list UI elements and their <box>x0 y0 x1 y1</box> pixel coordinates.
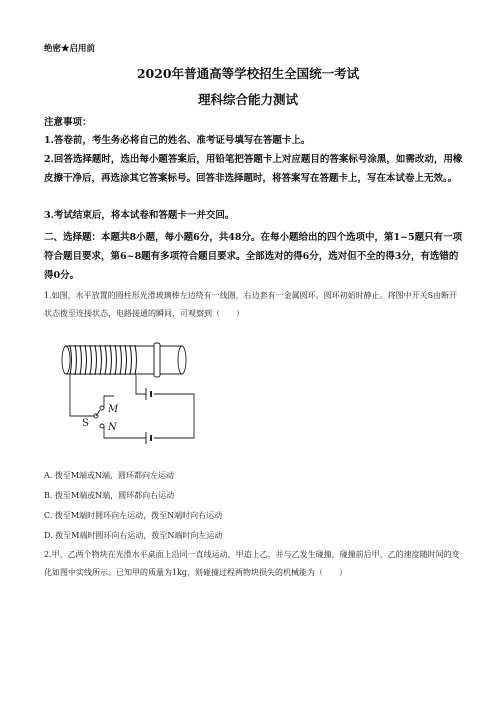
question-1-text: 1.如图，水平放置的圆柱形光滑玻璃棒左边绕有一线圈，右边套有一金属圆环。圆环初始时静止。将图中开关S由断开状态拨至连接状态，电路接通的瞬间，可观察到（ ） <box>44 291 458 318</box>
notes-heading: 注意事项： <box>44 117 92 128</box>
coil-circuit-diagram <box>58 336 198 446</box>
exam-title: 2020年普通高等学校招生全国统一考试 <box>136 66 360 81</box>
coil <box>70 345 137 375</box>
note-item-1: 1.答卷前，考生务必将自己的姓名、准考证号填写在答题卡上。 <box>44 135 311 146</box>
note-item-3: 3.考试结束后，将本试卷和答题卡一并交回。 <box>44 210 235 221</box>
q1-option-c: C. 拨至M端时圆环向左运动，拨至N端时向右运动 <box>44 511 223 520</box>
section-instructions: 二、选择题：本题共8小题，每小题6分，共48分。在每小题给出的四个选项中，第1~5题只有一项符合题目要求，第6~8题有多项符合题目要求。全部选对的得6分，选对但不全的得3分，有选错的得0分。 <box>44 232 463 281</box>
switch-icon <box>94 406 104 428</box>
terminal-label-m: M <box>108 404 119 415</box>
exam-subtitle: 理科综合能力测试 <box>197 92 298 107</box>
confidential-label: 绝密★启用前 <box>44 44 96 54</box>
note-item-2: 2.回答选择题时，选出每小题答案后，用铅笔把答题卡上对应题目的答案标号涂黑，如需改动，用橡皮擦干净后，再选涂其它答案标号。回答非选择题时，将答案写在答题卡上，写在本试卷上无效。。 <box>44 154 463 184</box>
switch-label-s: S <box>82 418 89 429</box>
question-2-text: 2.甲、乙两个物块在光滑水平桌面上沿同一直线运动，甲追上乙，并与乙发生碰撞，碰撞前后甲、乙的速度随时间的变化如图中实线所示。已知甲的质量为1kg，则碰撞过程两物块损失的机械能为（ ） <box>44 550 460 577</box>
q1-option-a: A. 拨至M端或N端，圆环都向左运动 <box>44 471 175 480</box>
metal-ring <box>154 343 160 377</box>
q1-option-b: B. 拨至M端或N端，圆环都向右运动 <box>44 491 175 500</box>
battery-icon <box>146 388 151 444</box>
terminal-label-n: N <box>108 422 117 433</box>
q1-option-d: D. 拨至M端时圆环向右运动，拨至N端时向左运动 <box>44 531 223 540</box>
